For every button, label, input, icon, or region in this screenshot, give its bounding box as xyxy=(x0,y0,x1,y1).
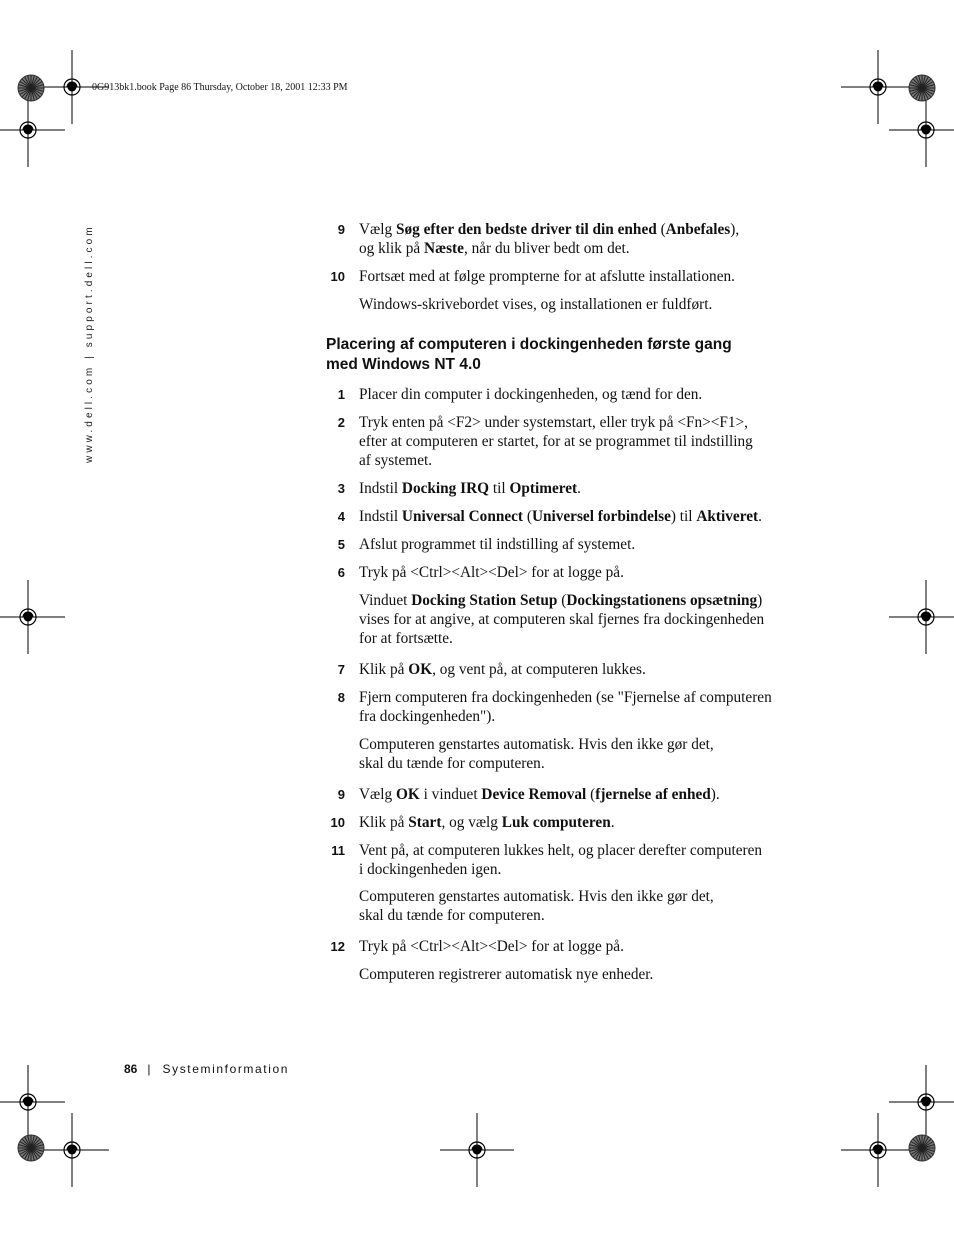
text-line xyxy=(359,813,615,832)
step-number: 3 xyxy=(337,481,345,496)
step-item xyxy=(337,507,762,526)
text-line xyxy=(359,432,753,451)
text-run: Klik på xyxy=(359,814,409,831)
text-run: , og vælg xyxy=(441,814,502,831)
text-run: Vent på, at computeren lukkes helt, og placer derefter computeren xyxy=(359,842,763,859)
bold-term: Start xyxy=(408,814,442,831)
bold-term: Docking Station Setup xyxy=(411,592,558,609)
text-line xyxy=(359,965,653,984)
section-heading xyxy=(326,335,732,375)
text-run: Computeren genstartes automatisk. Hvis den ikke gør det, xyxy=(359,888,714,905)
text-run: Indstil xyxy=(359,508,402,525)
text-run: fra dockingenheden"). xyxy=(359,708,496,725)
text-line xyxy=(359,295,712,314)
bold-term: Næste xyxy=(424,240,464,257)
bold-term: Docking IRQ xyxy=(401,480,490,497)
text-run: ( xyxy=(586,786,596,803)
step-item xyxy=(337,563,624,582)
text-run: ) til xyxy=(670,508,697,525)
step-number: 6 xyxy=(337,565,345,580)
text-run: Windows-skrivebordet vises, og installationen er fuldført. xyxy=(359,296,713,313)
step-note xyxy=(359,591,764,648)
print-slug: 0G913bk1.book Page 86 Thursday, October 18, 2001 12:33 PM xyxy=(92,82,348,93)
step-number: 5 xyxy=(337,537,345,552)
text-run: Tryk på <Ctrl><Alt><Del> for at logge på. xyxy=(359,564,624,581)
step-number: 2 xyxy=(337,415,345,430)
text-run: Vælg xyxy=(359,221,396,238)
text-run: Fjern computeren fra dockingenheden (se "Fjernelse af computeren xyxy=(359,689,772,706)
text-run: og klik på xyxy=(359,240,425,257)
text-line xyxy=(359,860,762,879)
step-item xyxy=(337,479,581,498)
step-item xyxy=(330,937,624,956)
text-line xyxy=(359,220,739,239)
step-note xyxy=(359,295,712,314)
step-number: 11 xyxy=(331,843,345,858)
text-line xyxy=(359,785,720,804)
text-run: , og vent på, at computeren lukkes. xyxy=(432,661,646,678)
bold-term: Universal Connect xyxy=(401,508,524,525)
text-run: ( xyxy=(523,508,532,525)
text-run: skal du tænde for computeren. xyxy=(359,907,545,924)
step-number: 8 xyxy=(337,690,345,705)
text-line xyxy=(359,267,735,286)
text-run: Klik på xyxy=(359,661,409,678)
text-line xyxy=(359,937,624,956)
text-line xyxy=(359,906,714,925)
text-run: Indstil xyxy=(359,480,402,497)
text-run: , når du bliver bedt om det. xyxy=(463,240,630,257)
text-run: Placer din computer i dockingenheden, og tænd for den. xyxy=(359,386,703,403)
bold-term: Luk computeren xyxy=(501,814,611,831)
heading-line: med Windows NT 4.0 xyxy=(326,356,481,373)
step-item xyxy=(331,841,763,879)
step-note xyxy=(359,735,714,773)
text-line xyxy=(359,610,764,629)
text-run: Computeren genstartes automatisk. Hvis den ikke gør det, xyxy=(359,736,714,753)
text-run: til xyxy=(489,480,510,497)
text-line xyxy=(359,385,702,404)
bold-term: Optimeret xyxy=(509,480,578,497)
step-item xyxy=(337,220,740,258)
text-line xyxy=(359,688,772,707)
step-item xyxy=(330,267,735,286)
text-run: af systemet. xyxy=(359,452,433,469)
page-footer xyxy=(124,1062,289,1076)
text-line xyxy=(359,535,635,554)
text-run: vises for at angive, at computeren skal fjernes fra dockingenheden xyxy=(359,611,765,628)
bold-term: Dockingstationens opsætning xyxy=(566,592,758,609)
step-number: 10 xyxy=(330,269,345,284)
text-line xyxy=(359,563,624,582)
text-line xyxy=(359,451,753,470)
step-item xyxy=(330,813,615,832)
step-item xyxy=(337,413,753,470)
bold-term: Device Removal xyxy=(481,786,587,803)
text-line xyxy=(359,239,739,258)
text-run: Vælg xyxy=(359,786,396,803)
text-line xyxy=(359,591,764,610)
step-number: 1 xyxy=(337,387,345,402)
side-url-text: www.dell.com | support.dell.com xyxy=(84,224,95,463)
text-run: efter at computeren er startet, for at se programmet til indstilling xyxy=(359,433,753,450)
page-number: 86 xyxy=(124,1062,138,1076)
heading-line: Placering af computeren i dockingenheden første gang xyxy=(326,336,732,353)
footer-title: Systeminformation xyxy=(162,1062,290,1076)
step-note xyxy=(359,965,653,984)
step-number: 9 xyxy=(337,222,345,237)
text-run: skal du tænde for computeren. xyxy=(359,755,545,772)
text-run: ( xyxy=(557,592,567,609)
text-line xyxy=(359,841,762,860)
text-run: for at fortsætte. xyxy=(359,630,453,647)
text-run: Tryk enten på <F2> under systemstart, eller tryk på <Fn><F1>, xyxy=(359,414,748,431)
text-line xyxy=(359,507,762,526)
text-run: ). xyxy=(710,786,720,803)
text-run: . xyxy=(758,508,762,525)
step-note xyxy=(359,887,714,925)
text-run: ( xyxy=(656,221,666,238)
text-run: Computeren registrerer automatisk nye enheder. xyxy=(359,966,654,983)
step-number: 12 xyxy=(330,939,345,954)
step-number: 4 xyxy=(337,509,345,524)
step-number: 7 xyxy=(337,662,345,677)
text-run: Vinduet xyxy=(359,592,412,609)
text-run: . xyxy=(577,480,581,497)
step-item xyxy=(337,385,703,404)
step-number: 9 xyxy=(337,787,345,802)
text-run: i dockingenheden igen. xyxy=(359,861,502,878)
bold-term: Anbefales xyxy=(665,221,731,238)
text-line xyxy=(359,707,772,726)
step-item xyxy=(337,785,720,804)
step-item xyxy=(337,688,772,726)
text-line xyxy=(359,754,714,773)
bold-term: OK xyxy=(408,661,433,678)
text-run: ) xyxy=(757,592,763,609)
step-item xyxy=(337,660,646,679)
text-run: ), xyxy=(730,221,740,238)
text-line xyxy=(359,629,764,648)
text-line xyxy=(359,413,753,432)
text-run: . xyxy=(610,814,615,831)
text-run: Tryk på <Ctrl><Alt><Del> for at logge på. xyxy=(359,938,624,955)
bold-term: Aktiveret xyxy=(696,508,759,525)
text-line xyxy=(359,660,646,679)
text-line xyxy=(359,735,714,754)
text-line xyxy=(359,479,581,498)
bold-term: Søg efter den bedste driver til din enhed xyxy=(395,221,657,238)
text-line xyxy=(359,887,714,906)
text-run: Afslut programmet til indstilling af systemet. xyxy=(359,536,636,553)
bold-term: OK xyxy=(395,786,420,803)
bold-term: Universel forbindelse xyxy=(531,508,671,525)
footer-separator: | xyxy=(147,1062,151,1076)
text-run: Fortsæt med at følge prompterne for at afslutte installationen. xyxy=(359,268,735,285)
bold-term: fjernelse af enhed xyxy=(595,786,711,803)
step-number: 10 xyxy=(330,815,345,830)
text-run: i vinduet xyxy=(419,786,482,803)
step-item xyxy=(337,535,636,554)
